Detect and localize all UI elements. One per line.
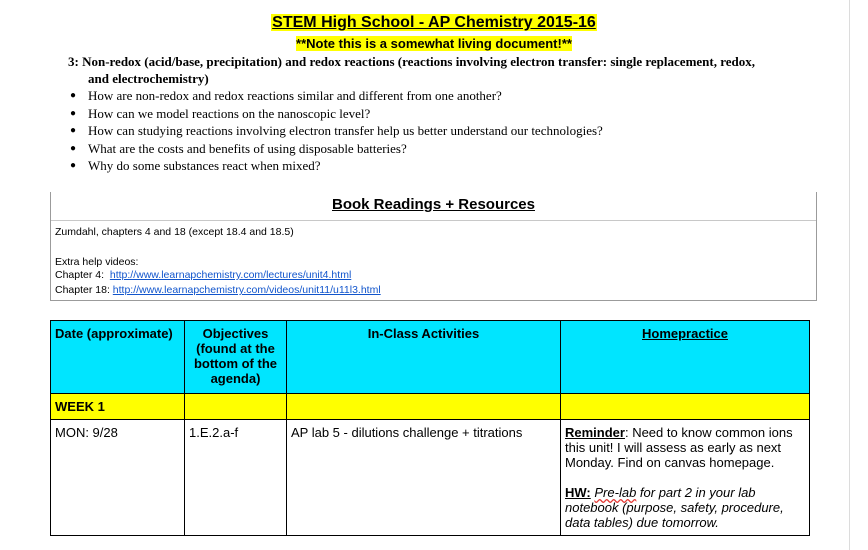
- page-right-border: [849, 0, 850, 550]
- row-date: MON: 9/28: [51, 420, 185, 536]
- unit-heading-line2: and electrochemistry): [88, 71, 209, 86]
- bullet-icon: ●: [70, 90, 77, 101]
- readings-divider: [51, 220, 816, 221]
- essential-questions-list: [70, 87, 603, 175]
- readings-title: Book Readings + Resources: [332, 196, 535, 213]
- reminder-note: Reminder: Need to know common ions this unit! I will assess as early as next Monday. Find on canvas homepage.: [565, 425, 793, 470]
- header-activities: In-Class Activities: [287, 321, 561, 394]
- list-item: ● How can we model reactions on the nanoscopic level?: [70, 105, 371, 121]
- readings-box: [50, 192, 817, 301]
- unit-heading: [68, 53, 828, 87]
- extra-help-label: Extra help videos:: [55, 256, 139, 268]
- list-item: ● Why do some substances react when mixed?: [70, 158, 321, 174]
- bullet-icon: ●: [70, 142, 77, 154]
- row-homepractice: [561, 420, 810, 536]
- bullet-icon: ●: [70, 107, 77, 119]
- unit-heading-line1: 3: Non-redox (acid/base, precipitation) and redox reactions (reactions involving electron transfer: single replacement, redox,: [68, 54, 756, 69]
- homework-note: HW: Pre-lab for part 2 in your lab notebook (purpose, safety, procedure, data tables) due tomorrow.: [565, 485, 784, 530]
- list-item: ● What are the costs and benefits of using disposable batteries?: [70, 140, 407, 156]
- chapter18-link[interactable]: http://www.learnapchemistry.com/videos/unit11/u11l3.html: [112, 284, 381, 296]
- agenda-table: [50, 320, 810, 536]
- chapter18-line: Chapter 18: http://www.learnapchemistry.com/videos/unit11/u11l3.html: [55, 284, 381, 296]
- header-homepractice: Homepractice: [561, 321, 810, 394]
- row-objectives: 1.E.2.a-f: [185, 420, 287, 536]
- bullet-icon: ●: [70, 160, 77, 172]
- week-row: [51, 394, 810, 420]
- chapter4-line: Chapter 4: http://www.learnapchemistry.com/lectures/unit4.html: [55, 269, 352, 281]
- bullet-icon: ●: [70, 125, 77, 137]
- header-objectives: Objectives (found at the bottom of the agenda): [185, 321, 287, 394]
- readings-text: Zumdahl, chapters 4 and 18 (except 18.4 and 18.5): [55, 226, 294, 238]
- list-item: ● How are non-redox and redox reactions similar and different from one another?: [70, 88, 502, 103]
- page-title: STEM High School - AP Chemistry 2015-16: [272, 14, 596, 31]
- list-item: ● How can studying reactions involving electron transfer help us better understand our technologies?: [70, 123, 603, 139]
- header-date: Date (approximate): [51, 321, 185, 394]
- week-label: WEEK 1: [51, 394, 185, 420]
- table-header-row: [51, 321, 810, 394]
- table-row: [51, 420, 810, 536]
- chapter4-link[interactable]: http://www.learnapchemistry.com/lectures/unit4.html: [109, 269, 352, 281]
- page-subtitle: **Note this is a somewhat living document!**: [296, 36, 572, 51]
- row-activity: AP lab 5 - dilutions challenge + titrations: [287, 420, 561, 536]
